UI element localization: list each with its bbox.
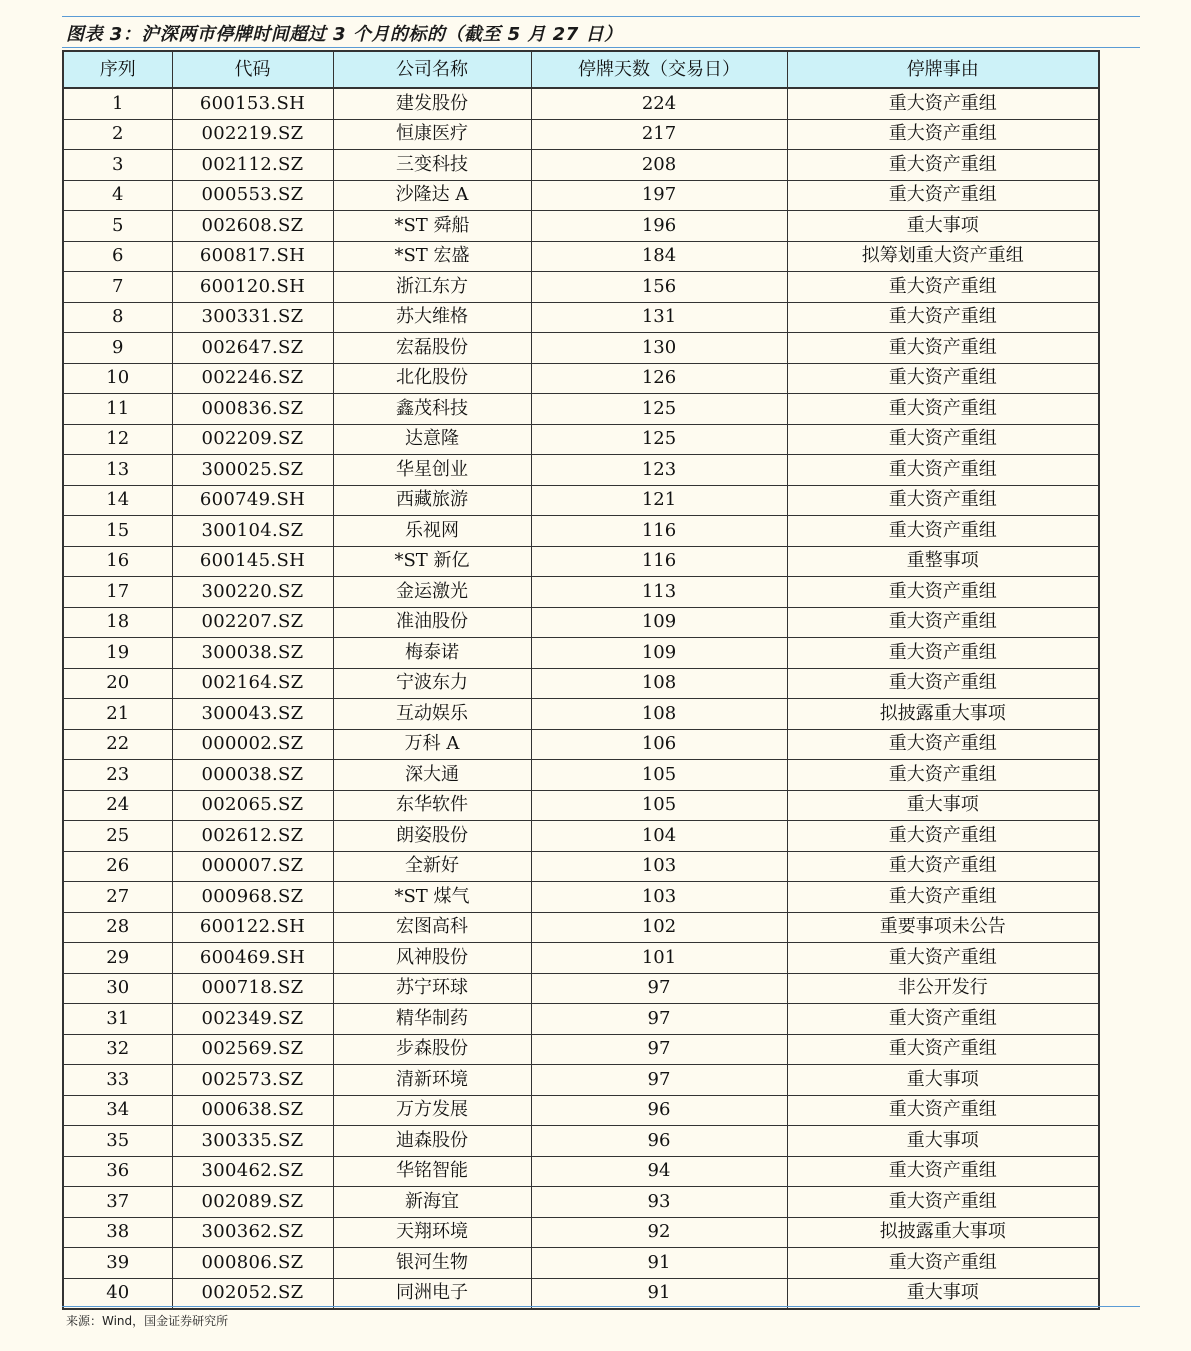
table-body	[63, 88, 1099, 1309]
cell-reason: 非公开发行	[787, 973, 1099, 1004]
cell-suspension-days: 130	[531, 333, 787, 364]
cell-reason: 重大资产重组	[787, 455, 1099, 486]
cell-company: 乐视网	[333, 516, 531, 547]
cell-reason: 重大事项	[787, 211, 1099, 242]
cell-reason: 重大资产重组	[787, 1004, 1099, 1035]
cell-company: *ST 舜船	[333, 211, 531, 242]
cell-index: 15	[63, 516, 172, 547]
title-rule	[62, 47, 1140, 48]
table-row	[63, 1034, 1099, 1065]
cell-code: 600817.SH	[172, 241, 333, 272]
cell-suspension-days: 131	[531, 302, 787, 333]
cell-suspension-days: 93	[531, 1187, 787, 1218]
cell-index: 22	[63, 729, 172, 760]
table-row	[63, 88, 1099, 119]
cell-code: 600122.SH	[172, 912, 333, 943]
cell-index: 5	[63, 211, 172, 242]
cell-reason: 重大事项	[787, 1126, 1099, 1157]
cell-company: 天翔环境	[333, 1217, 531, 1248]
cell-reason: 拟披露重大事项	[787, 699, 1099, 730]
cell-index: 20	[63, 668, 172, 699]
cell-index: 26	[63, 851, 172, 882]
cell-company: 达意隆	[333, 424, 531, 455]
cell-reason: 拟筹划重大资产重组	[787, 241, 1099, 272]
cell-suspension-days: 109	[531, 638, 787, 669]
cell-index: 17	[63, 577, 172, 608]
cell-company: 华星创业	[333, 455, 531, 486]
cell-index: 18	[63, 607, 172, 638]
cell-reason: 重大资产重组	[787, 180, 1099, 211]
cell-code: 300220.SZ	[172, 577, 333, 608]
cell-suspension-days: 125	[531, 394, 787, 425]
cell-company: 万科 A	[333, 729, 531, 760]
cell-company: 北化股份	[333, 363, 531, 394]
cell-index: 38	[63, 1217, 172, 1248]
cell-company: 银河生物	[333, 1248, 531, 1279]
cell-code: 000968.SZ	[172, 882, 333, 913]
cell-suspension-days: 196	[531, 211, 787, 242]
cell-suspension-days: 126	[531, 363, 787, 394]
cell-index: 13	[63, 455, 172, 486]
cell-index: 29	[63, 943, 172, 974]
cell-suspension-days: 125	[531, 424, 787, 455]
table-row	[63, 1126, 1099, 1157]
cell-reason: 重大资产重组	[787, 668, 1099, 699]
cell-company: 苏大维格	[333, 302, 531, 333]
cell-suspension-days: 91	[531, 1278, 787, 1309]
cell-suspension-days: 121	[531, 485, 787, 516]
table-row	[63, 516, 1099, 547]
cell-code: 300043.SZ	[172, 699, 333, 730]
suspended-stocks-table	[62, 50, 1100, 1310]
cell-code: 600749.SH	[172, 485, 333, 516]
cell-index: 16	[63, 546, 172, 577]
cell-reason: 重大资产重组	[787, 577, 1099, 608]
cell-company: 梅泰诺	[333, 638, 531, 669]
cell-suspension-days: 109	[531, 607, 787, 638]
cell-code: 002065.SZ	[172, 790, 333, 821]
cell-index: 21	[63, 699, 172, 730]
cell-index: 27	[63, 882, 172, 913]
cell-code: 300462.SZ	[172, 1156, 333, 1187]
table-row	[63, 1004, 1099, 1035]
table-row	[63, 150, 1099, 181]
cell-code: 600120.SH	[172, 272, 333, 303]
cell-suspension-days: 197	[531, 180, 787, 211]
column-header-suspension-days: 停牌天数（交易日）	[531, 51, 787, 88]
table-row	[63, 302, 1099, 333]
table-row	[63, 241, 1099, 272]
cell-reason: 重大资产重组	[787, 302, 1099, 333]
cell-reason: 重整事项	[787, 546, 1099, 577]
cell-suspension-days: 96	[531, 1095, 787, 1126]
cell-company: 迪森股份	[333, 1126, 531, 1157]
cell-company: 互动娱乐	[333, 699, 531, 730]
table-row	[63, 699, 1099, 730]
cell-code: 300331.SZ	[172, 302, 333, 333]
cell-company: 苏宁环球	[333, 973, 531, 1004]
cell-suspension-days: 217	[531, 119, 787, 150]
cell-company: *ST 宏盛	[333, 241, 531, 272]
cell-code: 300335.SZ	[172, 1126, 333, 1157]
cell-company: 金运激光	[333, 577, 531, 608]
cell-index: 34	[63, 1095, 172, 1126]
cell-code: 002569.SZ	[172, 1034, 333, 1065]
cell-suspension-days: 104	[531, 821, 787, 852]
cell-index: 39	[63, 1248, 172, 1279]
cell-reason: 重大资产重组	[787, 150, 1099, 181]
cell-index: 10	[63, 363, 172, 394]
cell-reason: 重大资产重组	[787, 607, 1099, 638]
cell-code: 600469.SH	[172, 943, 333, 974]
cell-code: 002164.SZ	[172, 668, 333, 699]
cell-reason: 重大资产重组	[787, 333, 1099, 364]
cell-suspension-days: 97	[531, 1004, 787, 1035]
cell-reason: 重要事项未公告	[787, 912, 1099, 943]
cell-code: 300104.SZ	[172, 516, 333, 547]
column-header-index: 序列	[63, 51, 172, 88]
cell-code: 002647.SZ	[172, 333, 333, 364]
cell-index: 12	[63, 424, 172, 455]
cell-suspension-days: 101	[531, 943, 787, 974]
table-row	[63, 790, 1099, 821]
table-row	[63, 821, 1099, 852]
cell-suspension-days: 208	[531, 150, 787, 181]
table-row	[63, 485, 1099, 516]
cell-index: 31	[63, 1004, 172, 1035]
cell-index: 11	[63, 394, 172, 425]
table-row	[63, 729, 1099, 760]
cell-suspension-days: 156	[531, 272, 787, 303]
table-row	[63, 1217, 1099, 1248]
cell-suspension-days: 106	[531, 729, 787, 760]
cell-index: 2	[63, 119, 172, 150]
cell-reason: 重大资产重组	[787, 363, 1099, 394]
table-row	[63, 973, 1099, 1004]
cell-suspension-days: 116	[531, 516, 787, 547]
cell-suspension-days: 102	[531, 912, 787, 943]
table-row	[63, 851, 1099, 882]
table-row	[63, 333, 1099, 364]
column-header-reason: 停牌事由	[787, 51, 1099, 88]
cell-company: 全新好	[333, 851, 531, 882]
cell-index: 37	[63, 1187, 172, 1218]
cell-reason: 重大资产重组	[787, 882, 1099, 913]
cell-company: *ST 煤气	[333, 882, 531, 913]
cell-index: 32	[63, 1034, 172, 1065]
cell-code: 002089.SZ	[172, 1187, 333, 1218]
cell-index: 19	[63, 638, 172, 669]
cell-reason: 重大资产重组	[787, 729, 1099, 760]
cell-company: 浙江东方	[333, 272, 531, 303]
cell-code: 002052.SZ	[172, 1278, 333, 1309]
cell-suspension-days: 123	[531, 455, 787, 486]
cell-index: 28	[63, 912, 172, 943]
cell-reason: 重大资产重组	[787, 1156, 1099, 1187]
cell-company: 沙隆达 A	[333, 180, 531, 211]
table-row	[63, 577, 1099, 608]
cell-reason: 重大资产重组	[787, 1034, 1099, 1065]
cell-company: *ST 新亿	[333, 546, 531, 577]
cell-company: 同洲电子	[333, 1278, 531, 1309]
cell-reason: 重大事项	[787, 790, 1099, 821]
cell-code: 300362.SZ	[172, 1217, 333, 1248]
cell-suspension-days: 92	[531, 1217, 787, 1248]
table-row	[63, 394, 1099, 425]
cell-reason: 重大资产重组	[787, 821, 1099, 852]
cell-company: 深大通	[333, 760, 531, 791]
cell-code: 000836.SZ	[172, 394, 333, 425]
figure-title: 图表 3：沪深两市停牌时间超过 3 个月的标的（截至 5 月 27 日）	[66, 24, 623, 45]
cell-reason: 重大资产重组	[787, 88, 1099, 119]
table-row	[63, 1095, 1099, 1126]
cell-index: 25	[63, 821, 172, 852]
table-row	[63, 638, 1099, 669]
cell-code: 002209.SZ	[172, 424, 333, 455]
table-row	[63, 912, 1099, 943]
cell-reason: 重大事项	[787, 1278, 1099, 1309]
cell-code: 002112.SZ	[172, 150, 333, 181]
cell-reason: 重大资产重组	[787, 851, 1099, 882]
cell-code: 000038.SZ	[172, 760, 333, 791]
cell-reason: 重大资产重组	[787, 1248, 1099, 1279]
cell-code: 600153.SH	[172, 88, 333, 119]
cell-code: 002612.SZ	[172, 821, 333, 852]
cell-suspension-days: 96	[531, 1126, 787, 1157]
cell-company: 恒康医疗	[333, 119, 531, 150]
cell-reason: 重大资产重组	[787, 760, 1099, 791]
cell-code: 000002.SZ	[172, 729, 333, 760]
cell-company: 朗姿股份	[333, 821, 531, 852]
cell-index: 7	[63, 272, 172, 303]
cell-company: 华铭智能	[333, 1156, 531, 1187]
cell-company: 准油股份	[333, 607, 531, 638]
cell-index: 9	[63, 333, 172, 364]
cell-company: 三变科技	[333, 150, 531, 181]
table-row	[63, 1278, 1099, 1309]
cell-company: 步森股份	[333, 1034, 531, 1065]
table-row	[63, 211, 1099, 242]
cell-suspension-days: 94	[531, 1156, 787, 1187]
cell-reason: 重大资产重组	[787, 424, 1099, 455]
cell-reason: 重大事项	[787, 1065, 1099, 1096]
column-header-company: 公司名称	[333, 51, 531, 88]
column-header-code: 代码	[172, 51, 333, 88]
table-row	[63, 272, 1099, 303]
cell-code: 000638.SZ	[172, 1095, 333, 1126]
bottom-rule	[62, 1306, 1140, 1307]
table-row	[63, 424, 1099, 455]
cell-index: 40	[63, 1278, 172, 1309]
cell-code: 000007.SZ	[172, 851, 333, 882]
table-row	[63, 882, 1099, 913]
table-row	[63, 1065, 1099, 1096]
cell-code: 002349.SZ	[172, 1004, 333, 1035]
cell-company: 宏图高科	[333, 912, 531, 943]
cell-index: 6	[63, 241, 172, 272]
cell-index: 35	[63, 1126, 172, 1157]
cell-reason: 重大资产重组	[787, 485, 1099, 516]
cell-code: 002207.SZ	[172, 607, 333, 638]
cell-reason: 重大资产重组	[787, 638, 1099, 669]
top-rule	[62, 16, 1140, 17]
cell-index: 4	[63, 180, 172, 211]
cell-suspension-days: 91	[531, 1248, 787, 1279]
table-row	[63, 943, 1099, 974]
table-header-row	[63, 51, 1099, 88]
table-row	[63, 1248, 1099, 1279]
cell-index: 3	[63, 150, 172, 181]
cell-suspension-days: 113	[531, 577, 787, 608]
cell-suspension-days: 105	[531, 790, 787, 821]
table-row	[63, 1156, 1099, 1187]
cell-suspension-days: 105	[531, 760, 787, 791]
cell-code: 300025.SZ	[172, 455, 333, 486]
cell-company: 宏磊股份	[333, 333, 531, 364]
table-row	[63, 607, 1099, 638]
cell-suspension-days: 108	[531, 699, 787, 730]
table-row	[63, 546, 1099, 577]
cell-reason: 重大资产重组	[787, 119, 1099, 150]
cell-code: 002246.SZ	[172, 363, 333, 394]
cell-code: 000718.SZ	[172, 973, 333, 1004]
cell-company: 清新环境	[333, 1065, 531, 1096]
cell-reason: 拟披露重大事项	[787, 1217, 1099, 1248]
cell-code: 002608.SZ	[172, 211, 333, 242]
table-row	[63, 760, 1099, 791]
cell-index: 23	[63, 760, 172, 791]
table-row	[63, 668, 1099, 699]
cell-company: 鑫茂科技	[333, 394, 531, 425]
cell-reason: 重大资产重组	[787, 1095, 1099, 1126]
table-row	[63, 455, 1099, 486]
cell-suspension-days: 103	[531, 851, 787, 882]
cell-company: 东华软件	[333, 790, 531, 821]
cell-suspension-days: 116	[531, 546, 787, 577]
cell-company: 风神股份	[333, 943, 531, 974]
cell-suspension-days: 103	[531, 882, 787, 913]
table-row	[63, 119, 1099, 150]
cell-suspension-days: 97	[531, 973, 787, 1004]
source-note: 来源：Wind，国金证券研究所	[66, 1314, 229, 1328]
cell-reason: 重大资产重组	[787, 943, 1099, 974]
cell-code: 300038.SZ	[172, 638, 333, 669]
cell-index: 33	[63, 1065, 172, 1096]
table-row	[63, 180, 1099, 211]
cell-reason: 重大资产重组	[787, 1187, 1099, 1218]
cell-index: 14	[63, 485, 172, 516]
cell-suspension-days: 108	[531, 668, 787, 699]
cell-index: 36	[63, 1156, 172, 1187]
cell-index: 8	[63, 302, 172, 333]
cell-index: 1	[63, 88, 172, 119]
cell-suspension-days: 97	[531, 1065, 787, 1096]
cell-company: 精华制药	[333, 1004, 531, 1035]
cell-code: 002573.SZ	[172, 1065, 333, 1096]
table-row	[63, 1187, 1099, 1218]
cell-reason: 重大资产重组	[787, 272, 1099, 303]
cell-company: 万方发展	[333, 1095, 531, 1126]
cell-code: 002219.SZ	[172, 119, 333, 150]
cell-reason: 重大资产重组	[787, 516, 1099, 547]
cell-reason: 重大资产重组	[787, 394, 1099, 425]
cell-suspension-days: 184	[531, 241, 787, 272]
cell-company: 西藏旅游	[333, 485, 531, 516]
cell-index: 30	[63, 973, 172, 1004]
cell-index: 24	[63, 790, 172, 821]
table-row	[63, 363, 1099, 394]
cell-code: 000553.SZ	[172, 180, 333, 211]
cell-company: 建发股份	[333, 88, 531, 119]
cell-company: 新海宜	[333, 1187, 531, 1218]
cell-suspension-days: 97	[531, 1034, 787, 1065]
cell-company: 宁波东力	[333, 668, 531, 699]
cell-code: 000806.SZ	[172, 1248, 333, 1279]
cell-suspension-days: 224	[531, 88, 787, 119]
cell-code: 600145.SH	[172, 546, 333, 577]
